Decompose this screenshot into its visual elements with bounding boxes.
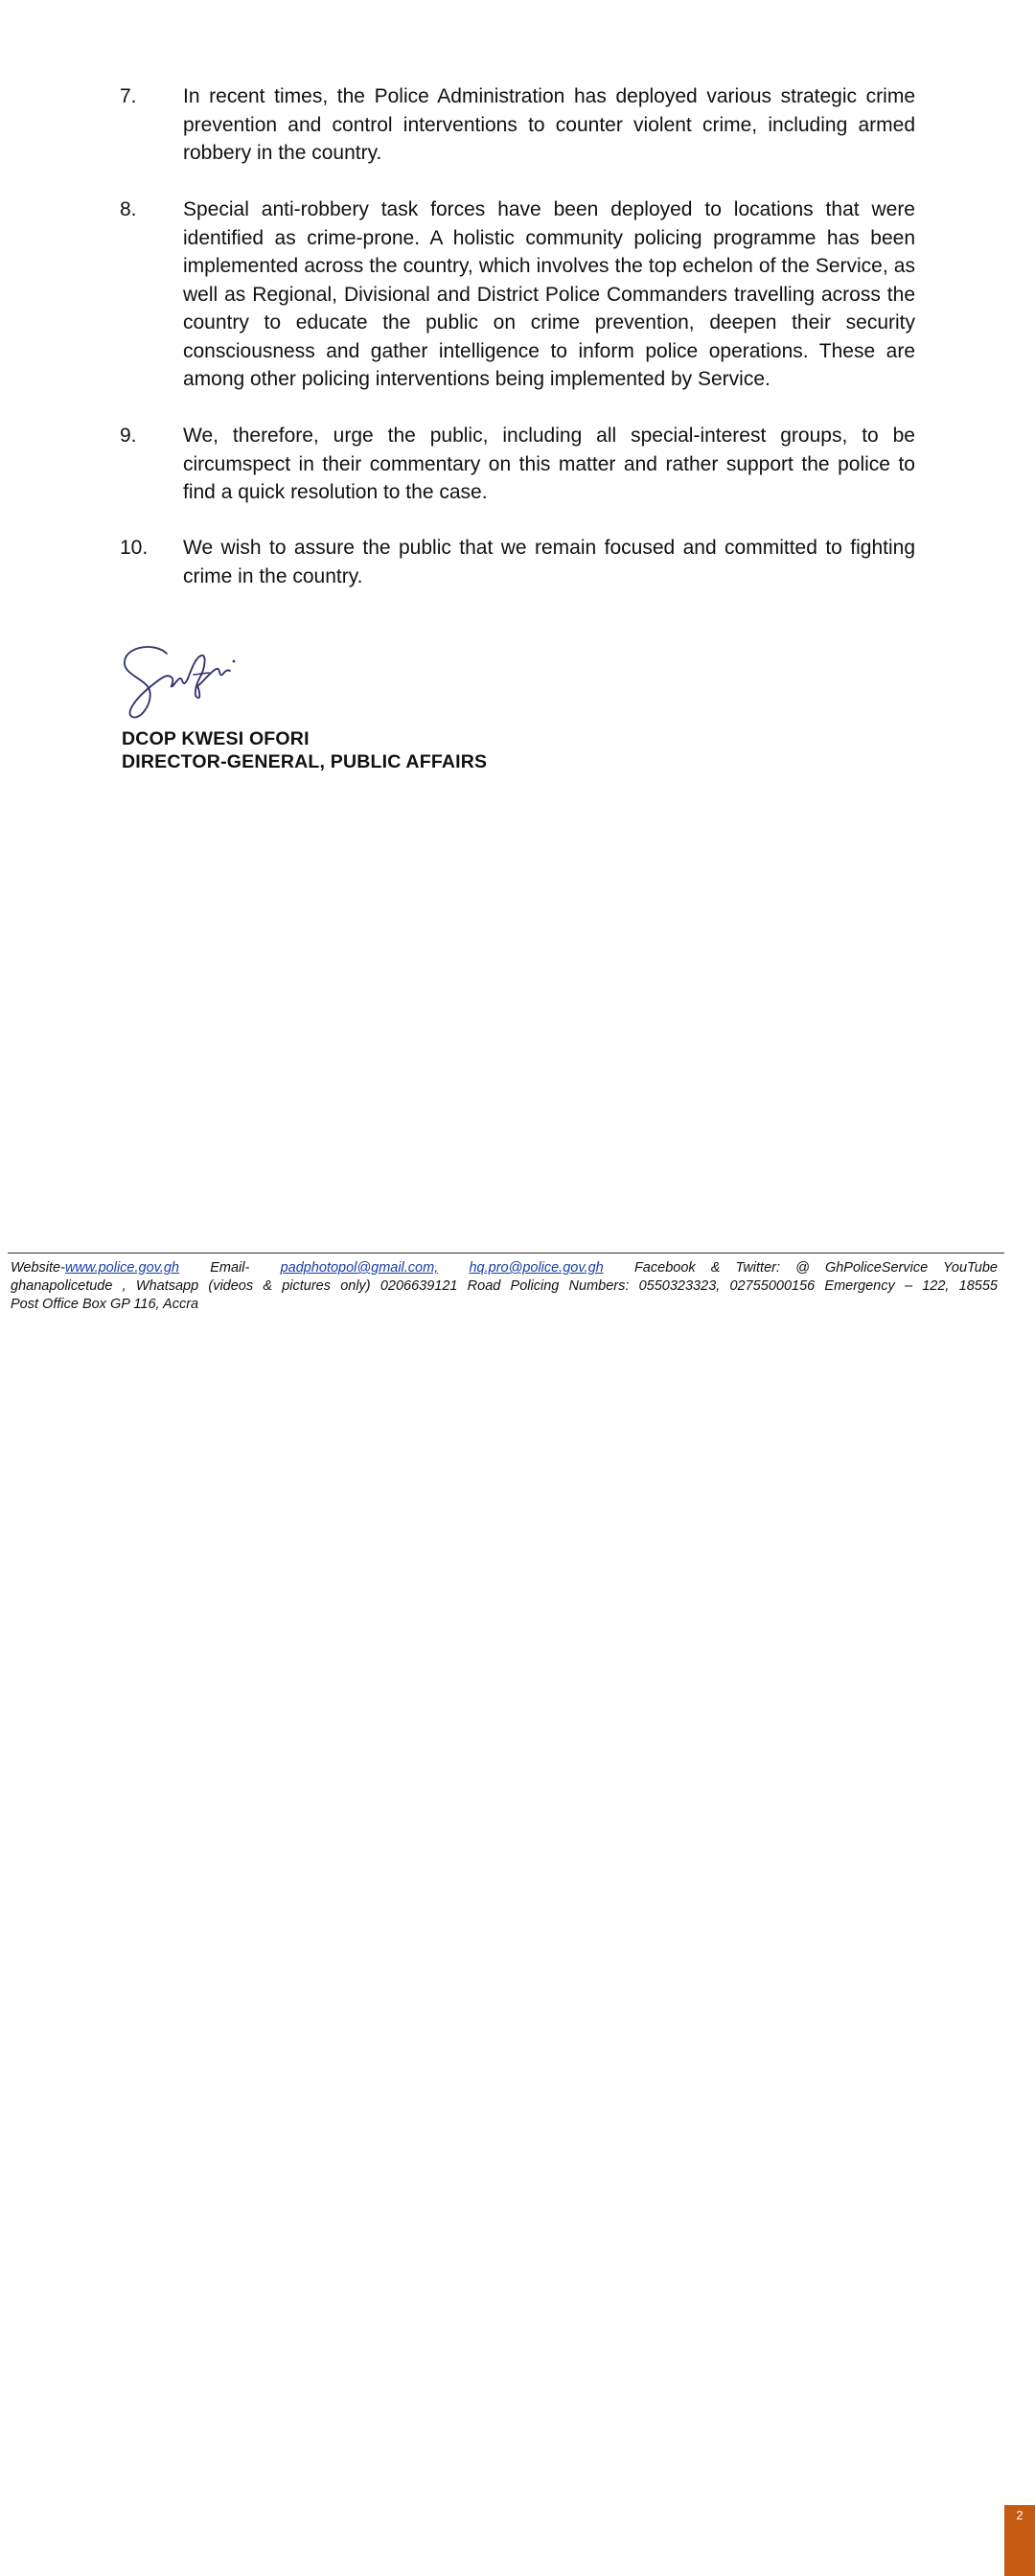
paragraph-8: [120, 196, 915, 394]
email-link-padphotopol[interactable]: padphotopol@gmail.com,: [280, 1260, 439, 1276]
paragraph-10: [120, 534, 915, 590]
paragraph-text: We, therefore, urge the public, including all special-interest groups, to be circumspect in their commentary on this matter and rather support the police to find a quick resolution to the case.: [183, 425, 915, 503]
paragraph-7: [120, 82, 915, 168]
footer-line-1: [11, 1259, 998, 1277]
paragraph-number: 9.: [120, 425, 137, 447]
page-number-badge: 2: [1004, 2505, 1035, 2576]
footer-line-2: ghanapolicetude , Whatsapp (videos & pictures only) 0206639121 Road Policing Numbers: 0550323323, 02755000156 Emergency – 122, 18555: [11, 1278, 998, 1294]
signatory-name: DCOP KWESI OFORI: [122, 728, 310, 749]
page-footer: [0, 1253, 1035, 2522]
paragraph-text: We wish to assure the public that we remain focused and committed to fighting crime in the country.: [183, 537, 915, 587]
footer-divider: [8, 1253, 1004, 1254]
email-link-hq-pro[interactable]: hq.pro@police.gov.gh: [469, 1260, 604, 1276]
paragraph-number: 7.: [120, 85, 137, 107]
website-link[interactable]: www.police.gov.gh: [64, 1260, 179, 1276]
paragraph-text: In recent times, the Police Administration has deployed various strategic crime prevention and control interventions to counter violent crime, including armed robbery in the country.: [183, 85, 915, 164]
social-media-text: Facebook & Twitter: @ GhPoliceService YouTube: [633, 1260, 998, 1276]
paragraph-text: Special anti-robbery task forces have been deployed to locations that were identified as crime-prone. A holistic community policing programme has been implemented across the country, which involves the top echelon of the Service, as well as Regional, Divisional and District Police Commanders travelling across the country to educate the public on crime prevention, deepen their security consciousness and gather intelligence to inform police operations. These are among other policing interventions being implemented by Service.: [183, 198, 915, 390]
footer-contact-info: [11, 1259, 998, 1314]
email-label: Email-: [210, 1260, 250, 1276]
footer-line-3: Post Office Box GP 116, Accra: [11, 1297, 199, 1312]
handwritten-signature: [117, 640, 242, 726]
website-label: Website-: [11, 1260, 65, 1276]
paragraph-number: 8.: [120, 198, 137, 220]
signatory-title: DIRECTOR-GENERAL, PUBLIC AFFAIRS: [122, 751, 488, 772]
paragraph-number: 10.: [120, 537, 149, 559]
paragraph-9: [120, 422, 915, 507]
